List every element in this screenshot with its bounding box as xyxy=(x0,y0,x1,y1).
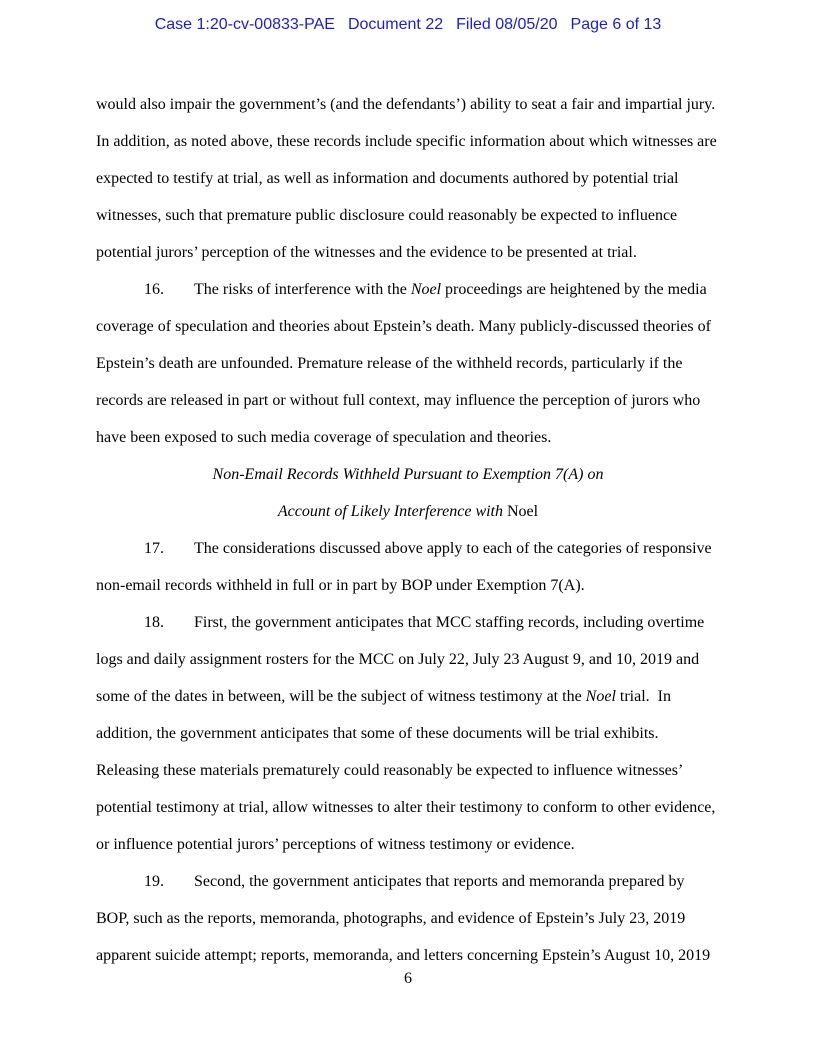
italic-text-run: Noel xyxy=(410,281,442,298)
italic-text-run: Non-Email Records Withheld Pursuant to Exemption 7(A) on xyxy=(212,466,604,483)
page-number: 6 xyxy=(404,970,412,987)
text-run: proceedings are heightened by the media coverage of speculation and theories about Epstein’s death. Many publicly-discussed theories of Epstein’s death are unfounded. Premature release of the withheld records, particularly if the records are released in part or without full context, may influence the perception of jurors who have been exposed to such media coverage of speculation and theories. xyxy=(96,281,715,446)
caption-filed-label: Filed 08/05/20 xyxy=(456,16,558,33)
caption-document-label: Document 22 xyxy=(347,16,444,33)
section-heading-line-2 xyxy=(96,493,720,530)
case-caption xyxy=(0,16,816,34)
caption-case-number: Case 1:20-cv-00833-PAE xyxy=(154,16,335,33)
text-run: Second, the government anticipates that reports and memoranda prepared by BOP, such as the reports, memoranda, photographs, and evidence of Epstein’s July 23, 2019 apparent suicide attempt; reports, memoranda, and letters concerning Epstein’s August 10, 2019 xyxy=(96,873,711,964)
paragraphs xyxy=(96,86,720,974)
paragraph-number: 17. xyxy=(144,540,164,557)
caption-page-label: Page 6 of 13 xyxy=(570,16,662,33)
paragraph-number: 18. xyxy=(144,614,164,631)
italic-text-run: Account of Likely Interference with xyxy=(277,503,507,520)
text-run: First, the government anticipates that MCC staffing records, including overtime logs and daily assignment rosters for the MCC on July 22, July 23 August 9, and 10, 2019 and some of the dates in between, will be the subject of witness testimony at the xyxy=(96,614,709,705)
section-heading-line-1 xyxy=(96,456,720,493)
document-body xyxy=(96,86,720,974)
text-run: would also impair the government’s (and the defendants’) ability to seat a fair and impartial jury. In addition, as noted above, these records include specific information about which witnesses are expected to testify at trial, as well as information and documents authored by potential trial witnesses, such that premature public disclosure could reasonably be expected to influence potential jurors’ perception of the witnesses and the evidence to be presented at trial. xyxy=(96,96,721,261)
paragraph-19 xyxy=(96,863,720,974)
paragraph-15-continuation xyxy=(96,86,720,271)
text-run: Noel xyxy=(507,503,539,520)
italic-text-run: Noel xyxy=(585,688,616,705)
paragraph-number: 16. xyxy=(144,281,164,298)
text-run: The risks of interference with the xyxy=(194,281,411,298)
paragraph-17 xyxy=(96,530,720,604)
text-run: The considerations discussed above apply to each of the categories of responsive non-email records withheld in full or in part by BOP under Exemption 7(A). xyxy=(96,540,716,594)
text-run: trial. In addition, the government anticipates that some of these documents will be trial exhibits. Releasing these materials prematurely could reasonably be expected to influence witnesses’ potential testimony at trial, allow witnesses to alter their testimony to conform to other evidence, or influence potential jurors’ perceptions of witness testimony or evidence. xyxy=(96,688,720,853)
paragraph-18 xyxy=(96,604,720,863)
paragraph-number: 19. xyxy=(144,873,164,890)
paragraph-16 xyxy=(96,271,720,456)
